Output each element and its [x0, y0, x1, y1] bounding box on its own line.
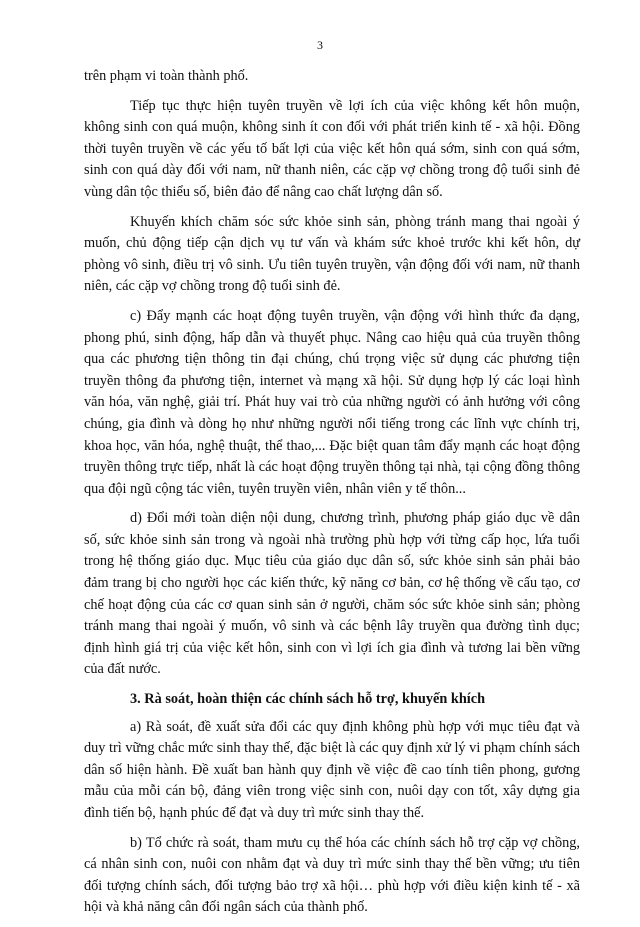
page-number: 3	[317, 38, 323, 52]
paragraph-continuation: trên phạm vi toàn thành phố.	[84, 68, 249, 84]
document-body	[84, 66, 580, 927]
paragraph-reproductive-health: Khuyến khích chăm sóc sức khỏe sinh sản, phòng tránh mang thai ngoài ý muốn, chủ động tiếp cận dịch vụ tư vấn và khám sức khoẻ trước khi kết hôn, dự phòng vô sinh, điều trị vô sinh. Ưu tiên tuyên truyền, vận động đối với nam, nữ thanh niên, các cặp vợ chồng trong độ tuổi sinh đẻ.	[84, 213, 580, 295]
paragraph-item-a: a) Rà soát, đề xuất sửa đổi các quy định không phù hợp với mục tiêu đạt và duy trì vững chắc mức sinh thay thế, đặc biệt là các quy định xử lý vi phạm chính sách dân số hiện hành. Đề xuất ban hành quy định về việc đề cao tính tiên phong, gương mẫu của mỗi cán bộ, đảng viên trong việc sinh con, nuôi dạy con tốt, xây dựng gia đình tiến bộ, hạnh phúc để đạt và duy trì mức sinh thay thế.	[84, 718, 580, 821]
section-heading: 3. Rà soát, hoàn thiện các chính sách hỗ trợ, khuyến khích	[130, 691, 486, 708]
paragraph-item-b: b) Tổ chức rà soát, tham mưu cụ thể hóa các chính sách hỗ trợ cặp vợ chồng, cá nhân sinh con, nuôi con nhằm đạt và duy trì mức sinh thay thế bền vững; ưu tiên đối tượng chính sách, đối tượng bảo trợ xã hội… phù hợp với điều kiện kinh tế - xã hội và khả năng cân đối ngân sách của thành phố.	[84, 834, 580, 916]
paragraph-propaganda-benefits: Tiếp tục thực hiện tuyên truyền về lợi ích của việc không kết hôn muộn, không sinh con quá muộn, không sinh ít con đối với phát triển kinh tế - xã hội. Đồng thời tuyên truyền về các yếu tố bất lợi của việc kết hôn quá sớm, sinh con quá sớm, sinh con quá dày đối với nam, nữ thanh niên, các cặp vợ chồng trong độ tuổi sinh đẻ vùng dân tộc thiểu số, biên đảo để nâng cao chất lượng dân số.	[84, 97, 580, 200]
paragraph-item-c: c) Đẩy mạnh các hoạt động tuyên truyền, vận động với hình thức đa dạng, phong phú, sinh động, hấp dẫn và thuyết phục. Nâng cao hiệu quả của truyền thông qua các phương tiện thông tin đại chúng, chú trọng việc sử dụng các phương tiện truyền thông đa phương tiện, internet và mạng xã hội. Sử dụng hợp lý các loại hình văn hóa, văn nghệ, giải trí. Phát huy vai trò của những người có ảnh hưởng với công chúng, gia đình và dòng họ như những người nổi tiếng trong các lĩnh vực chính trị, khoa học, văn hóa, nghệ thuật, thể thao,... Đặc biệt quan tâm đẩy mạnh các hoạt động truyền thông trực tiếp, nhất là các hoạt động truyền thông tại nhà, tại cộng đồng thông qua đội ngũ cộng tác viên, tuyên truyền viên, nhân viên y tế thôn...	[84, 307, 580, 497]
paragraph-item-d: d) Đổi mới toàn diện nội dung, chương trình, phương pháp giáo dục về dân số, sức khỏe sinh sản trong và ngoài nhà trường phù hợp với từng cấp học, lứa tuổi trong hệ thống giáo dục. Mục tiêu của giáo dục dân số, sức khỏe sinh sản phải bảo đảm trang bị cho người học các kiến thức, kỹ năng cơ bản, cơ hệ thống về cấu tạo, cơ chế hoạt động của các cơ quan sinh sản ở người, chăm sóc sức khỏe sinh sản; phòng tránh mang thai ngoài ý muốn, vô sinh và các bệnh lây truyền qua đường tình dục; định hình giá trị của việc kết hôn, sinh con vì lợi ích gia đình và tương lai bền vững của đất nước.	[84, 510, 580, 678]
